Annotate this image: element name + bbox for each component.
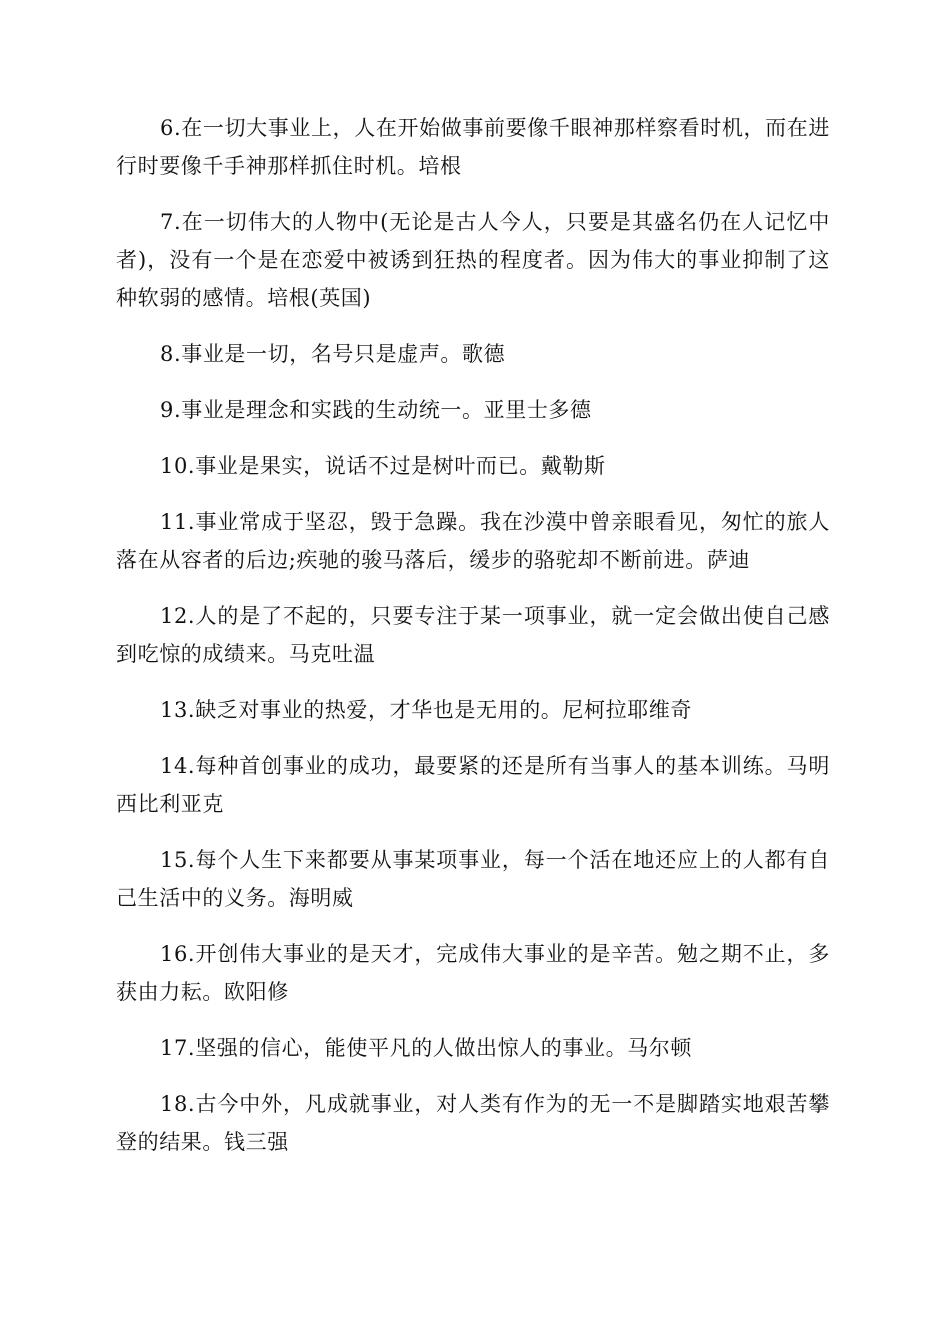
quote-paragraph-12: 12.人的是了不起的，只要专注于某一项事业，就一定会做出使自己感到吃惊的成绩来。马克吐温 <box>116 604 830 666</box>
quote-paragraph-6: 6.在一切大事业上，人在开始做事前要像千眼神那样察看时机，而在进行时要像千手神那样抓住时机。培根 <box>116 116 830 178</box>
quote-paragraph-15: 15.每个人生下来都要从事某项事业，每一个活在地还应上的人都有自己生活中的义务。海明威 <box>116 848 830 910</box>
quote-paragraph-13: 13.缺乏对事业的热爱，才华也是无用的。尼柯拉耶维奇 <box>160 698 692 722</box>
quote-paragraph-16: 16.开创伟大事业的是天才，完成伟大事业的是辛苦。勉之期不止，多获由力耘。欧阳修 <box>116 942 830 1004</box>
quote-paragraph-9: 9.事业是理念和实践的生动统一。亚里士多德 <box>160 398 592 422</box>
quote-list <box>116 109 830 1179</box>
quote-paragraph-10: 10.事业是果实，说话不过是树叶而已。戴勒斯 <box>160 454 606 478</box>
quote-paragraph-17: 17.坚强的信心，能使平凡的人做出惊人的事业。马尔顿 <box>160 1036 692 1060</box>
quote-paragraph-11: 11.事业常成于坚忍，毁于急躁。我在沙漠中曾亲眼看见，匆忙的旅人落在从容者的后边;疾驰的骏马落后，缓步的骆驼却不断前进。萨迪 <box>116 510 830 572</box>
quote-paragraph-18: 18.古今中外，凡成就事业，对人类有作为的无一不是脚踏实地艰苦攀登的结果。钱三强 <box>116 1092 830 1154</box>
quote-paragraph-7: 7.在一切伟大的人物中(无论是古人今人，只要是其盛名仍在人记忆中者)，没有一个是在恋爱中被诱到狂热的程度者。因为伟大的事业抑制了这种软弱的感情。培根(英国) <box>116 210 830 310</box>
quote-paragraph-14: 14.每种首创事业的成功，最要紧的还是所有当事人的基本训练。马明西比利亚克 <box>116 754 830 816</box>
quote-paragraph-8: 8.事业是一切，名号只是虚声。歌德 <box>160 342 506 366</box>
